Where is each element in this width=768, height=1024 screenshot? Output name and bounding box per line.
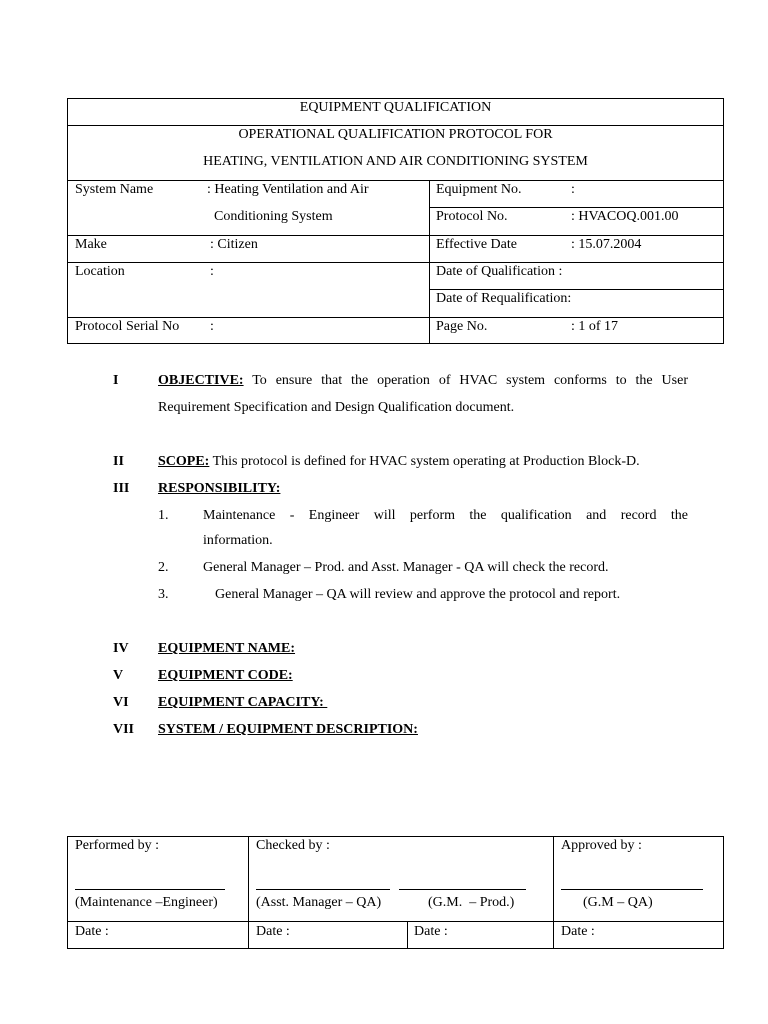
doc-subtitle: OPERATIONAL QUALIFICATION PROTOCOL FOR xyxy=(238,127,553,142)
checked-by-label: Checked by : xyxy=(256,838,330,853)
signature-column-divider xyxy=(248,836,249,949)
responsibility-item-3: General Manager – QA will review and approve the protocol and report. xyxy=(215,587,621,602)
system-description-heading: SYSTEM / EQUIPMENT DESCRIPTION: xyxy=(158,722,418,737)
protocol-no-label: Protocol No. xyxy=(436,209,508,224)
section-number: VII xyxy=(113,722,135,737)
right-row-divider xyxy=(429,289,724,290)
scope-text xyxy=(158,454,640,470)
objective-text-line: To ensure that the operation of HVAC system conforms to the User xyxy=(252,373,688,388)
section-number: III xyxy=(113,481,130,496)
signature-line xyxy=(399,889,526,890)
scope-heading: SCOPE: xyxy=(158,454,210,469)
signature-line xyxy=(256,889,390,890)
responsibility-item-1: Maintenance - Engineer will perform the qualification and record the xyxy=(203,508,688,523)
responsibility-item-1-cont: information. xyxy=(203,533,273,548)
equipment-no-label: Equipment No. xyxy=(436,182,522,197)
objective-text-line-2: Requirement Specification and Design Qualification document. xyxy=(158,400,515,415)
header-divider xyxy=(67,180,724,181)
doc-title: EQUIPMENT QUALIFICATION xyxy=(299,100,492,115)
system-name-label: System Name xyxy=(75,182,154,197)
role-asst-manager-qa: (Asst. Manager – QA) xyxy=(256,895,382,910)
date-field: Date : xyxy=(561,924,595,939)
right-row-divider xyxy=(429,207,724,208)
doc-subtitle-2: HEATING, VENTILATION AND AIR CONDITIONING SYSTEM xyxy=(203,154,588,169)
list-number: 3. xyxy=(158,587,169,602)
section-number: I xyxy=(113,373,119,388)
row-divider xyxy=(67,317,724,318)
page-no-value: : 1 of 17 xyxy=(571,319,619,334)
system-name-value: : Heating Ventilation and Air xyxy=(207,182,369,197)
signature-line xyxy=(561,889,703,890)
list-number: 1. xyxy=(158,508,169,523)
date-field: Date : xyxy=(75,924,109,939)
signature-column-divider xyxy=(553,836,554,949)
list-number: 2. xyxy=(158,560,169,575)
signature-line xyxy=(75,889,225,890)
serial-value: : xyxy=(210,319,214,334)
effective-date-value: : 15.07.2004 xyxy=(571,237,642,252)
equipment-no-value: : xyxy=(571,182,575,197)
row-divider xyxy=(67,262,724,263)
date-column-divider xyxy=(407,921,408,949)
section-number: IV xyxy=(113,641,129,656)
effective-date-label: Effective Date xyxy=(436,237,517,252)
signature-divider xyxy=(67,921,724,922)
responsibility-heading: RESPONSIBILITY: xyxy=(158,481,281,496)
location-label: Location xyxy=(75,264,125,279)
approved-by-label: Approved by : xyxy=(561,838,642,853)
page-no-label: Page No. xyxy=(436,319,488,334)
make-value: : Citizen xyxy=(210,237,258,252)
performed-by-label: Performed by : xyxy=(75,838,159,853)
system-name-value-2: Conditioning System xyxy=(214,209,333,224)
date-requalification-label: Date of Requalification: xyxy=(436,291,572,306)
location-value: : xyxy=(210,264,214,279)
section-number: VI xyxy=(113,695,129,710)
role-maintenance-engineer: (Maintenance –Engineer) xyxy=(75,895,218,910)
header-divider xyxy=(67,125,724,126)
role-gm-prod: (G.M. – Prod.) xyxy=(428,895,515,910)
date-qualification-label: Date of Qualification : xyxy=(436,264,563,279)
objective-heading: OBJECTIVE: xyxy=(158,373,244,388)
equipment-capacity-heading: EQUIPMENT CAPACITY: xyxy=(158,695,328,710)
equipment-code-heading: EQUIPMENT CODE: xyxy=(158,668,293,683)
serial-label: Protocol Serial No xyxy=(75,319,180,334)
protocol-no-value: : HVACOQ.001.00 xyxy=(571,209,679,224)
section-number: V xyxy=(113,668,124,683)
row-divider xyxy=(67,235,724,236)
responsibility-item-2: General Manager – Prod. and Asst. Manager - QA will check the record. xyxy=(203,560,609,575)
date-field: Date : xyxy=(414,924,448,939)
date-field: Date : xyxy=(256,924,290,939)
role-gm-qa: (G.M – QA) xyxy=(583,895,653,910)
equipment-name-heading: EQUIPMENT NAME: xyxy=(158,641,296,656)
scope-body: This protocol is defined for HVAC system operating at Production Block-D. xyxy=(212,454,640,469)
objective-text xyxy=(158,373,688,389)
column-divider xyxy=(429,180,430,344)
section-number: II xyxy=(113,454,124,469)
make-label: Make xyxy=(75,237,107,252)
